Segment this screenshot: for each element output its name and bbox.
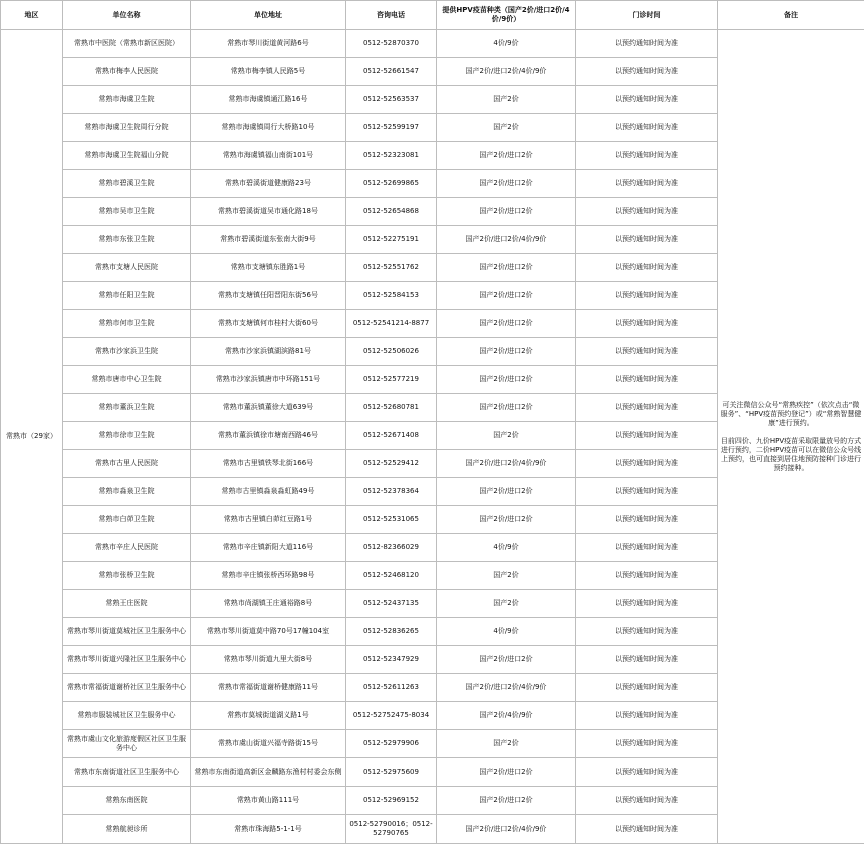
col-header-remarks: 备注 bbox=[718, 1, 864, 30]
vaccine-types-cell: 国产2价/进口2价 bbox=[437, 394, 576, 422]
address-cell: 常熟市支塘镇何市桂村大街60号 bbox=[191, 310, 346, 338]
unit-name-cell: 常熟市徐市卫生院 bbox=[63, 422, 191, 450]
clinic-hours-cell: 以预约通知时间为准 bbox=[576, 30, 718, 58]
unit-name-cell: 常熟市支塘人民医院 bbox=[63, 254, 191, 282]
vaccine-types-cell: 国产2价/进口2价/4价/9价 bbox=[437, 674, 576, 702]
unit-name-cell: 常熟市海虞卫生院周行分院 bbox=[63, 114, 191, 142]
unit-name-cell: 常熟市梅李人民医院 bbox=[63, 58, 191, 86]
region-cell: 常熟市（29家） bbox=[1, 30, 63, 844]
unit-name-cell: 常熟市中医院（常熟市新区医院） bbox=[63, 30, 191, 58]
col-header-region: 地区 bbox=[1, 1, 63, 30]
address-cell: 常熟市辛庄镇新阳大道116号 bbox=[191, 534, 346, 562]
unit-name-cell: 常熟市唐市中心卫生院 bbox=[63, 366, 191, 394]
unit-name-cell: 常熟王庄医院 bbox=[63, 590, 191, 618]
address-cell: 常熟市碧溪街道吴市通化路18号 bbox=[191, 198, 346, 226]
clinic-hours-cell: 以预约通知时间为准 bbox=[576, 674, 718, 702]
col-header-vaccine-types: 提供HPV疫苗种类（国产2价/进口2价/4价/9价） bbox=[437, 1, 576, 30]
unit-name-cell: 常熟市淼泉卫生院 bbox=[63, 478, 191, 506]
clinic-hours-cell: 以预约通知时间为准 bbox=[576, 394, 718, 422]
phone-cell: 0512-82366029 bbox=[346, 534, 437, 562]
clinic-hours-cell: 以预约通知时间为准 bbox=[576, 618, 718, 646]
clinic-hours-cell: 以预约通知时间为准 bbox=[576, 534, 718, 562]
phone-cell: 0512-52323081 bbox=[346, 142, 437, 170]
phone-cell: 0512-52790016；0512-52790765 bbox=[346, 815, 437, 844]
clinic-hours-cell: 以预约通知时间为准 bbox=[576, 338, 718, 366]
clinic-hours-cell: 以预约通知时间为准 bbox=[576, 114, 718, 142]
phone-cell: 0512-52671408 bbox=[346, 422, 437, 450]
vaccine-types-cell: 4价/9价 bbox=[437, 30, 576, 58]
vaccine-types-cell: 国产2价 bbox=[437, 114, 576, 142]
unit-name-cell: 常熟市白茆卫生院 bbox=[63, 506, 191, 534]
vaccine-types-cell: 国产2价 bbox=[437, 730, 576, 758]
address-cell: 常熟市琴川街道莫中路70号17幢104室 bbox=[191, 618, 346, 646]
address-cell: 常熟市琴川街道九里大街8号 bbox=[191, 646, 346, 674]
phone-cell: 0512-52563537 bbox=[346, 86, 437, 114]
address-cell: 常熟市碧溪街道东张南大街9号 bbox=[191, 226, 346, 254]
vaccine-types-cell: 国产2价 bbox=[437, 422, 576, 450]
clinic-hours-cell: 以预约通知时间为准 bbox=[576, 758, 718, 787]
phone-cell: 0512-52531065 bbox=[346, 506, 437, 534]
phone-cell: 0512-52680781 bbox=[346, 394, 437, 422]
remarks-cell bbox=[718, 30, 864, 844]
vaccine-types-cell: 国产2价/进口2价 bbox=[437, 198, 576, 226]
col-header-unit-name: 单位名称 bbox=[63, 1, 191, 30]
clinic-hours-cell: 以预约通知时间为准 bbox=[576, 646, 718, 674]
vaccine-types-cell: 国产2价 bbox=[437, 86, 576, 114]
vaccine-types-cell: 国产2价/进口2价 bbox=[437, 366, 576, 394]
address-cell: 常熟市尚湖镇王庄通裕路8号 bbox=[191, 590, 346, 618]
address-cell: 常熟市黄山路111号 bbox=[191, 787, 346, 815]
unit-name-cell: 常熟市海虞卫生院福山分院 bbox=[63, 142, 191, 170]
vaccine-types-cell: 国产2价/进口2价 bbox=[437, 506, 576, 534]
phone-cell: 0512-52506026 bbox=[346, 338, 437, 366]
col-header-address: 单位地址 bbox=[191, 1, 346, 30]
unit-name-cell: 常熟市虞山文化旅游度假区社区卫生服务中心 bbox=[63, 730, 191, 758]
unit-name-cell: 常熟航昶诊所 bbox=[63, 815, 191, 844]
clinic-hours-cell: 以预约通知时间为准 bbox=[576, 282, 718, 310]
vaccine-types-cell: 国产2价/进口2价 bbox=[437, 787, 576, 815]
vaccine-types-cell: 国产2价 bbox=[437, 590, 576, 618]
vaccine-types-cell: 4价/9价 bbox=[437, 534, 576, 562]
address-cell: 常熟市古里镇淼泉淼虹路49号 bbox=[191, 478, 346, 506]
phone-cell: 0512-52551762 bbox=[346, 254, 437, 282]
unit-name-cell: 常熟市琴川街道莫城社区卫生服务中心 bbox=[63, 618, 191, 646]
vaccine-types-cell: 国产2价/进口2价 bbox=[437, 142, 576, 170]
clinic-hours-cell: 以预约通知时间为准 bbox=[576, 815, 718, 844]
address-cell: 常熟市董浜镇董徐大道639号 bbox=[191, 394, 346, 422]
table-body bbox=[1, 30, 864, 844]
unit-name-cell: 常熟市东张卫生院 bbox=[63, 226, 191, 254]
clinic-hours-cell: 以预约通知时间为准 bbox=[576, 58, 718, 86]
phone-cell: 0512-52661547 bbox=[346, 58, 437, 86]
phone-cell: 0512-52347929 bbox=[346, 646, 437, 674]
clinic-hours-cell: 以预约通知时间为准 bbox=[576, 310, 718, 338]
vaccine-types-cell: 国产2价 bbox=[437, 562, 576, 590]
vaccine-types-cell: 国产2价/进口2价/4价/9价 bbox=[437, 226, 576, 254]
address-cell: 常熟市海虞镇通江路16号 bbox=[191, 86, 346, 114]
clinic-hours-cell: 以预约通知时间为准 bbox=[576, 422, 718, 450]
address-cell: 常熟市古里镇铁琴北街166号 bbox=[191, 450, 346, 478]
unit-name-cell: 常熟市辛庄人民医院 bbox=[63, 534, 191, 562]
address-cell: 常熟市辛庄镇张桥西环路98号 bbox=[191, 562, 346, 590]
header-row bbox=[1, 1, 864, 30]
address-cell: 常熟市梅李镇人民路5号 bbox=[191, 58, 346, 86]
vaccine-types-cell: 国产2价/进口2价 bbox=[437, 170, 576, 198]
unit-name-cell: 常熟市任阳卫生院 bbox=[63, 282, 191, 310]
col-header-phone: 咨询电话 bbox=[346, 1, 437, 30]
unit-name-cell: 常熟市东南街道社区卫生服务中心 bbox=[63, 758, 191, 787]
clinic-hours-cell: 以预约通知时间为准 bbox=[576, 787, 718, 815]
address-cell: 常熟市沙家浜镇唐市中环路151号 bbox=[191, 366, 346, 394]
phone-cell: 0512-52975609 bbox=[346, 758, 437, 787]
unit-name-cell: 常熟市服装城社区卫生服务中心 bbox=[63, 702, 191, 730]
clinic-hours-cell: 以预约通知时间为准 bbox=[576, 562, 718, 590]
unit-name-cell: 常熟市何市卫生院 bbox=[63, 310, 191, 338]
phone-cell: 0512-52836265 bbox=[346, 618, 437, 646]
address-cell: 常熟市虞山街道兴福寺路街15号 bbox=[191, 730, 346, 758]
unit-name-cell: 常熟市吴市卫生院 bbox=[63, 198, 191, 226]
clinic-hours-cell: 以预约通知时间为准 bbox=[576, 86, 718, 114]
phone-cell: 0512-52378364 bbox=[346, 478, 437, 506]
phone-cell: 0512-52611263 bbox=[346, 674, 437, 702]
phone-cell: 0512-52529412 bbox=[346, 450, 437, 478]
clinic-hours-cell: 以预约通知时间为准 bbox=[576, 170, 718, 198]
address-cell: 常熟市支塘镇东胜路1号 bbox=[191, 254, 346, 282]
phone-cell: 0512-52437135 bbox=[346, 590, 437, 618]
unit-name-cell: 常熟东南医院 bbox=[63, 787, 191, 815]
clinic-hours-cell: 以预约通知时间为准 bbox=[576, 730, 718, 758]
unit-name-cell: 常熟市张桥卫生院 bbox=[63, 562, 191, 590]
address-cell: 常熟市董浜镇徐市塘南西路46号 bbox=[191, 422, 346, 450]
address-cell: 常熟市古里镇白茆红豆路1号 bbox=[191, 506, 346, 534]
phone-cell: 0512-52577219 bbox=[346, 366, 437, 394]
address-cell: 常熟市海虞镇周行大桥路10号 bbox=[191, 114, 346, 142]
unit-name-cell: 常熟市董浜卫生院 bbox=[63, 394, 191, 422]
address-cell: 常熟市支塘镇任阳晋阳东街56号 bbox=[191, 282, 346, 310]
vaccine-types-cell: 国产2价/进口2价 bbox=[437, 338, 576, 366]
unit-name-cell: 常熟市海虞卫生院 bbox=[63, 86, 191, 114]
phone-cell: 0512-52870370 bbox=[346, 30, 437, 58]
clinic-hours-cell: 以预约通知时间为准 bbox=[576, 198, 718, 226]
vaccine-types-cell: 4价/9价 bbox=[437, 618, 576, 646]
remarks-paragraph: 可关注微信公众号“常熟疾控”（依次点击“微服务”、“HPV疫苗预约登记”）或“常熟智慧健康”进行预约。 bbox=[720, 400, 862, 427]
clinic-hours-cell: 以预约通知时间为准 bbox=[576, 226, 718, 254]
vaccine-types-cell: 国产2价/进口2价/4价/9价 bbox=[437, 58, 576, 86]
table-row bbox=[1, 30, 864, 58]
unit-name-cell: 常熟市碧溪卫生院 bbox=[63, 170, 191, 198]
vaccine-types-cell: 国产2价/进口2价 bbox=[437, 282, 576, 310]
unit-name-cell: 常熟市常福街道谢桥社区卫生服务中心 bbox=[63, 674, 191, 702]
unit-name-cell: 常熟市琴川街道兴隆社区卫生服务中心 bbox=[63, 646, 191, 674]
phone-cell: 0512-52275191 bbox=[346, 226, 437, 254]
clinic-hours-cell: 以预约通知时间为准 bbox=[576, 142, 718, 170]
vaccine-types-cell: 国产2价/进口2价 bbox=[437, 254, 576, 282]
clinic-hours-cell: 以预约通知时间为准 bbox=[576, 590, 718, 618]
clinic-hours-cell: 以预约通知时间为准 bbox=[576, 366, 718, 394]
phone-cell: 0512-52699865 bbox=[346, 170, 437, 198]
address-cell: 常熟市海虞镇福山南街101号 bbox=[191, 142, 346, 170]
unit-name-cell: 常熟市古里人民医院 bbox=[63, 450, 191, 478]
address-cell: 常熟市常福街道谢桥健康路11号 bbox=[191, 674, 346, 702]
vaccine-types-cell: 国产2价/进口2价/4价/9价 bbox=[437, 450, 576, 478]
address-cell: 常熟市珠海路5-1-1号 bbox=[191, 815, 346, 844]
phone-cell: 0512-52654868 bbox=[346, 198, 437, 226]
vaccine-types-cell: 国产2价/进口2价 bbox=[437, 646, 576, 674]
phone-cell: 0512-52541214-8877 bbox=[346, 310, 437, 338]
phone-cell: 0512-52599197 bbox=[346, 114, 437, 142]
phone-cell: 0512-52752475-8034 bbox=[346, 702, 437, 730]
phone-cell: 0512-52969152 bbox=[346, 787, 437, 815]
address-cell: 常熟市琴川街道黄河路6号 bbox=[191, 30, 346, 58]
vaccine-types-cell: 国产2价/4价/9价 bbox=[437, 702, 576, 730]
phone-cell: 0512-52468120 bbox=[346, 562, 437, 590]
clinic-hours-cell: 以预约通知时间为准 bbox=[576, 506, 718, 534]
vaccine-types-cell: 国产2价/进口2价 bbox=[437, 310, 576, 338]
clinic-hours-cell: 以预约通知时间为准 bbox=[576, 702, 718, 730]
address-cell: 常熟市莫城街道湖义路1号 bbox=[191, 702, 346, 730]
clinic-hours-cell: 以预约通知时间为准 bbox=[576, 450, 718, 478]
vaccine-types-cell: 国产2价/进口2价 bbox=[437, 478, 576, 506]
address-cell: 常熟市沙家浜镇湖滨路81号 bbox=[191, 338, 346, 366]
address-cell: 常熟市碧溪街道健康路23号 bbox=[191, 170, 346, 198]
clinic-hours-cell: 以预约通知时间为准 bbox=[576, 478, 718, 506]
vaccine-types-cell: 国产2价/进口2价 bbox=[437, 758, 576, 787]
phone-cell: 0512-52979906 bbox=[346, 730, 437, 758]
remarks-paragraph: 目前四价、九价HPV疫苗采取限量放号的方式进行预约，二价HPV疫苗可以在微信公众号线上预约，也可直接到居住地预防接种门诊进行预约接种。 bbox=[720, 436, 862, 472]
col-header-clinic-hours: 门诊时间 bbox=[576, 1, 718, 30]
clinic-hours-cell: 以预约通知时间为准 bbox=[576, 254, 718, 282]
phone-cell: 0512-52584153 bbox=[346, 282, 437, 310]
vaccine-types-cell: 国产2价/进口2价/4价/9价 bbox=[437, 815, 576, 844]
unit-name-cell: 常熟市沙家浜卫生院 bbox=[63, 338, 191, 366]
address-cell: 常熟市东南街道高新区金麟路东渔村村委会东侧 bbox=[191, 758, 346, 787]
